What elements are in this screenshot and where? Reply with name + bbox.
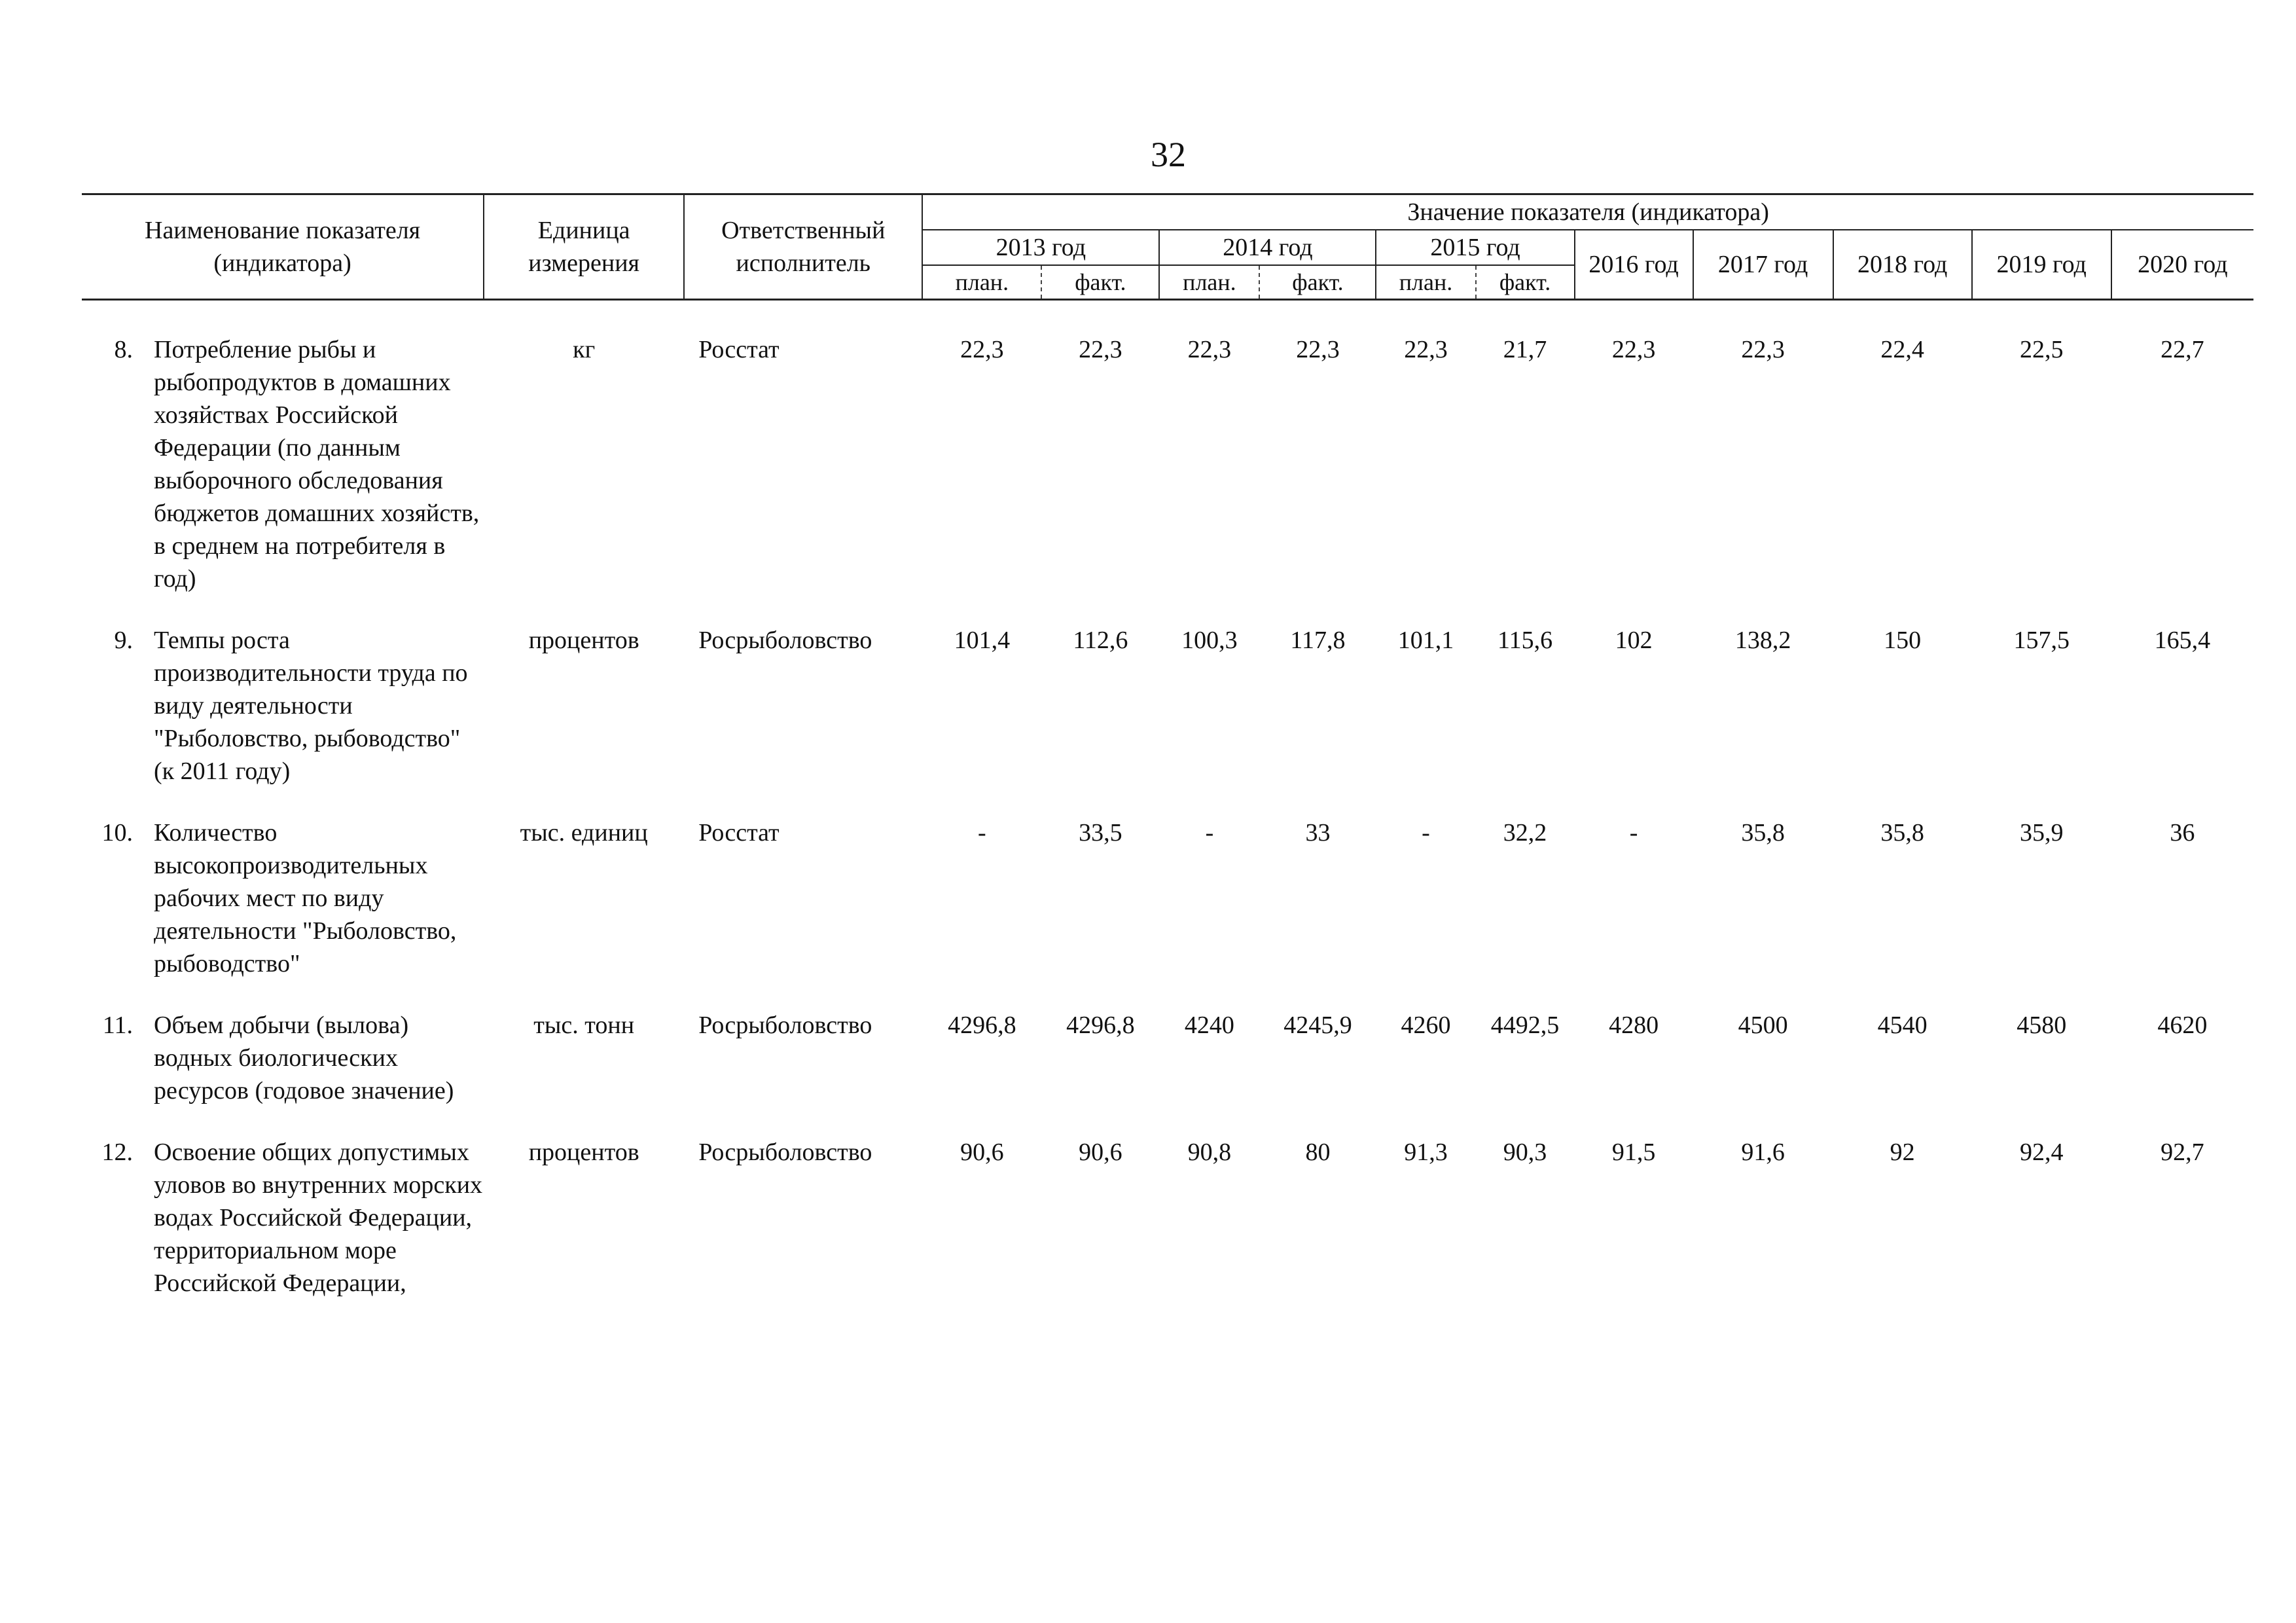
value-2016: 91,5 [1611,1139,1656,1166]
value-2018: 150 [1884,627,1922,654]
value-2016: 22,3 [1611,336,1656,363]
value-2013-fact: 33,5 [1079,819,1122,847]
value-2020: 92,7 [2161,1139,2204,1166]
value-2017: 4500 [1738,1012,1788,1039]
value-2018: 22,4 [1880,336,1924,363]
value-2017: 138,2 [1734,627,1791,654]
row-number: 12. [101,1139,134,1166]
unit: процентов [528,627,639,654]
row-number: 8. [114,336,134,363]
value-2015-plan: 22,3 [1404,336,1448,363]
value-2015-fact: 4492,5 [1490,1012,1560,1039]
responsible: Росрыболовство [698,1012,872,1039]
value-2016: 4280 [1609,1012,1659,1039]
value-2020: 36 [2170,819,2195,847]
value-2014-plan: 90,8 [1187,1139,1232,1166]
value-2014-plan: - [1205,819,1214,847]
value-2015-fact: 115,6 [1497,627,1553,654]
header-year-2013: 2013 год [922,230,1159,265]
row-number: 10. [101,819,134,847]
value-2020: 165,4 [2154,627,2211,654]
header-unit: Единица измерения [484,194,684,300]
value-2018: 35,8 [1880,819,1924,847]
indicator-name: Потребление рыбы и рыбопродуктов в домашних хозяйствах Российской Федерации (по данным выборочного обследования бюджетов домашних хозяйств, в среднем на потребителя в год) [154,336,480,593]
value-2019: 35,9 [2019,819,2064,847]
value-2014-fact: 117,8 [1290,627,1346,654]
header-values-group: Значение показателя (индикатора) [922,194,2253,230]
value-2016: - [1629,819,1638,847]
value-2019: 22,5 [2019,336,2064,363]
value-2015-plan: 4260 [1401,1012,1451,1039]
value-2017: 35,8 [1741,819,1785,847]
indicator-name: Количество высокопроизводительных рабочих мест по виду деятельности "Рыболовство, рыбоводство" [154,819,457,977]
value-2016: 102 [1615,627,1653,654]
value-2014-plan: 22,3 [1187,336,1232,363]
table-row [82,624,2253,816]
indicator-name: Объем добычи (вылова) водных биологических ресурсов (годовое значение) [154,1012,454,1104]
header-year-2020: 2020 год [2111,230,2253,300]
value-2014-fact: 80 [1305,1139,1331,1166]
value-2013-fact: 112,6 [1073,627,1128,654]
table-row [82,1136,2253,1328]
header-year-2018: 2018 год [1833,230,1972,300]
value-2013-fact: 90,6 [1079,1139,1122,1166]
responsible: Росрыболовство [698,1139,872,1166]
unit: тыс. тонн [533,1012,635,1039]
table-row [82,1009,2253,1136]
header-year-2017: 2017 год [1693,230,1833,300]
value-2014-fact: 33 [1305,819,1331,847]
value-2020: 4620 [2157,1012,2208,1039]
value-2013-fact: 22,3 [1079,336,1122,363]
value-2013-plan: - [978,819,986,847]
table-row [82,816,2253,1009]
header-plan-2014: план. [1159,265,1259,300]
value-2015-fact: 21,7 [1503,336,1547,363]
header-fact-2015: факт. [1476,265,1575,300]
indicators-table [82,193,2253,1328]
header-year-2014: 2014 год [1159,230,1376,265]
unit: процентов [528,1139,639,1166]
header-responsible: Ответственный исполнитель [684,194,922,300]
value-2015-plan: 101,1 [1397,627,1454,654]
value-2013-plan: 90,6 [960,1139,1004,1166]
value-2019: 157,5 [2013,627,2070,654]
value-2013-plan: 4296,8 [948,1012,1016,1039]
indicator-name: Освоение общих допустимых уловов во внутренних морских водах Российской Федерации, территориальном море Российской Федерации, [154,1139,483,1297]
value-2015-fact: 32,2 [1503,819,1547,847]
value-2017: 22,3 [1741,336,1785,363]
header-name: Наименование показателя (индикатора) [82,194,484,300]
value-2013-plan: 101,4 [954,627,1011,654]
value-2018: 92 [1890,1139,1915,1166]
indicator-name: Темпы роста производительности труда по виду деятельности "Рыболовство, рыбоводство" (к 2011 году) [154,627,468,785]
row-number: 11. [102,1012,134,1039]
unit: тыс. единиц [520,819,648,847]
row-number: 9. [114,627,134,654]
value-2017: 91,6 [1741,1139,1785,1166]
value-2013-fact: 4296,8 [1066,1012,1135,1039]
value-2015-plan: - [1422,819,1430,847]
header-plan-2015: план. [1376,265,1475,300]
header-fact-2013: факт. [1041,265,1159,300]
value-2014-plan: 100,3 [1181,627,1238,654]
unit: кг [573,336,596,363]
value-2014-plan: 4240 [1184,1012,1234,1039]
header-fact-2014: факт. [1259,265,1376,300]
responsible: Росрыболовство [698,627,872,654]
value-2013-plan: 22,3 [960,336,1004,363]
value-2018: 4540 [1877,1012,1928,1039]
header-year-2019: 2019 год [1972,230,2111,300]
value-2019: 4580 [2017,1012,2067,1039]
page-number: 32 [1151,135,1186,174]
value-2014-fact: 22,3 [1296,336,1340,363]
value-2014-fact: 4245,9 [1283,1012,1352,1039]
value-2015-plan: 91,3 [1404,1139,1448,1166]
header-year-2016: 2016 год [1575,230,1693,300]
value-2019: 92,4 [2019,1139,2064,1166]
table-header [82,194,2253,300]
value-2020: 22,7 [2161,336,2204,363]
responsible: Росстат [698,336,780,363]
table-row [82,333,2253,624]
responsible: Росстат [698,819,780,847]
header-year-2015: 2015 год [1376,230,1574,265]
header-plan-2013: план. [922,265,1041,300]
value-2015-fact: 90,3 [1503,1139,1547,1166]
table-body [82,300,2253,1329]
